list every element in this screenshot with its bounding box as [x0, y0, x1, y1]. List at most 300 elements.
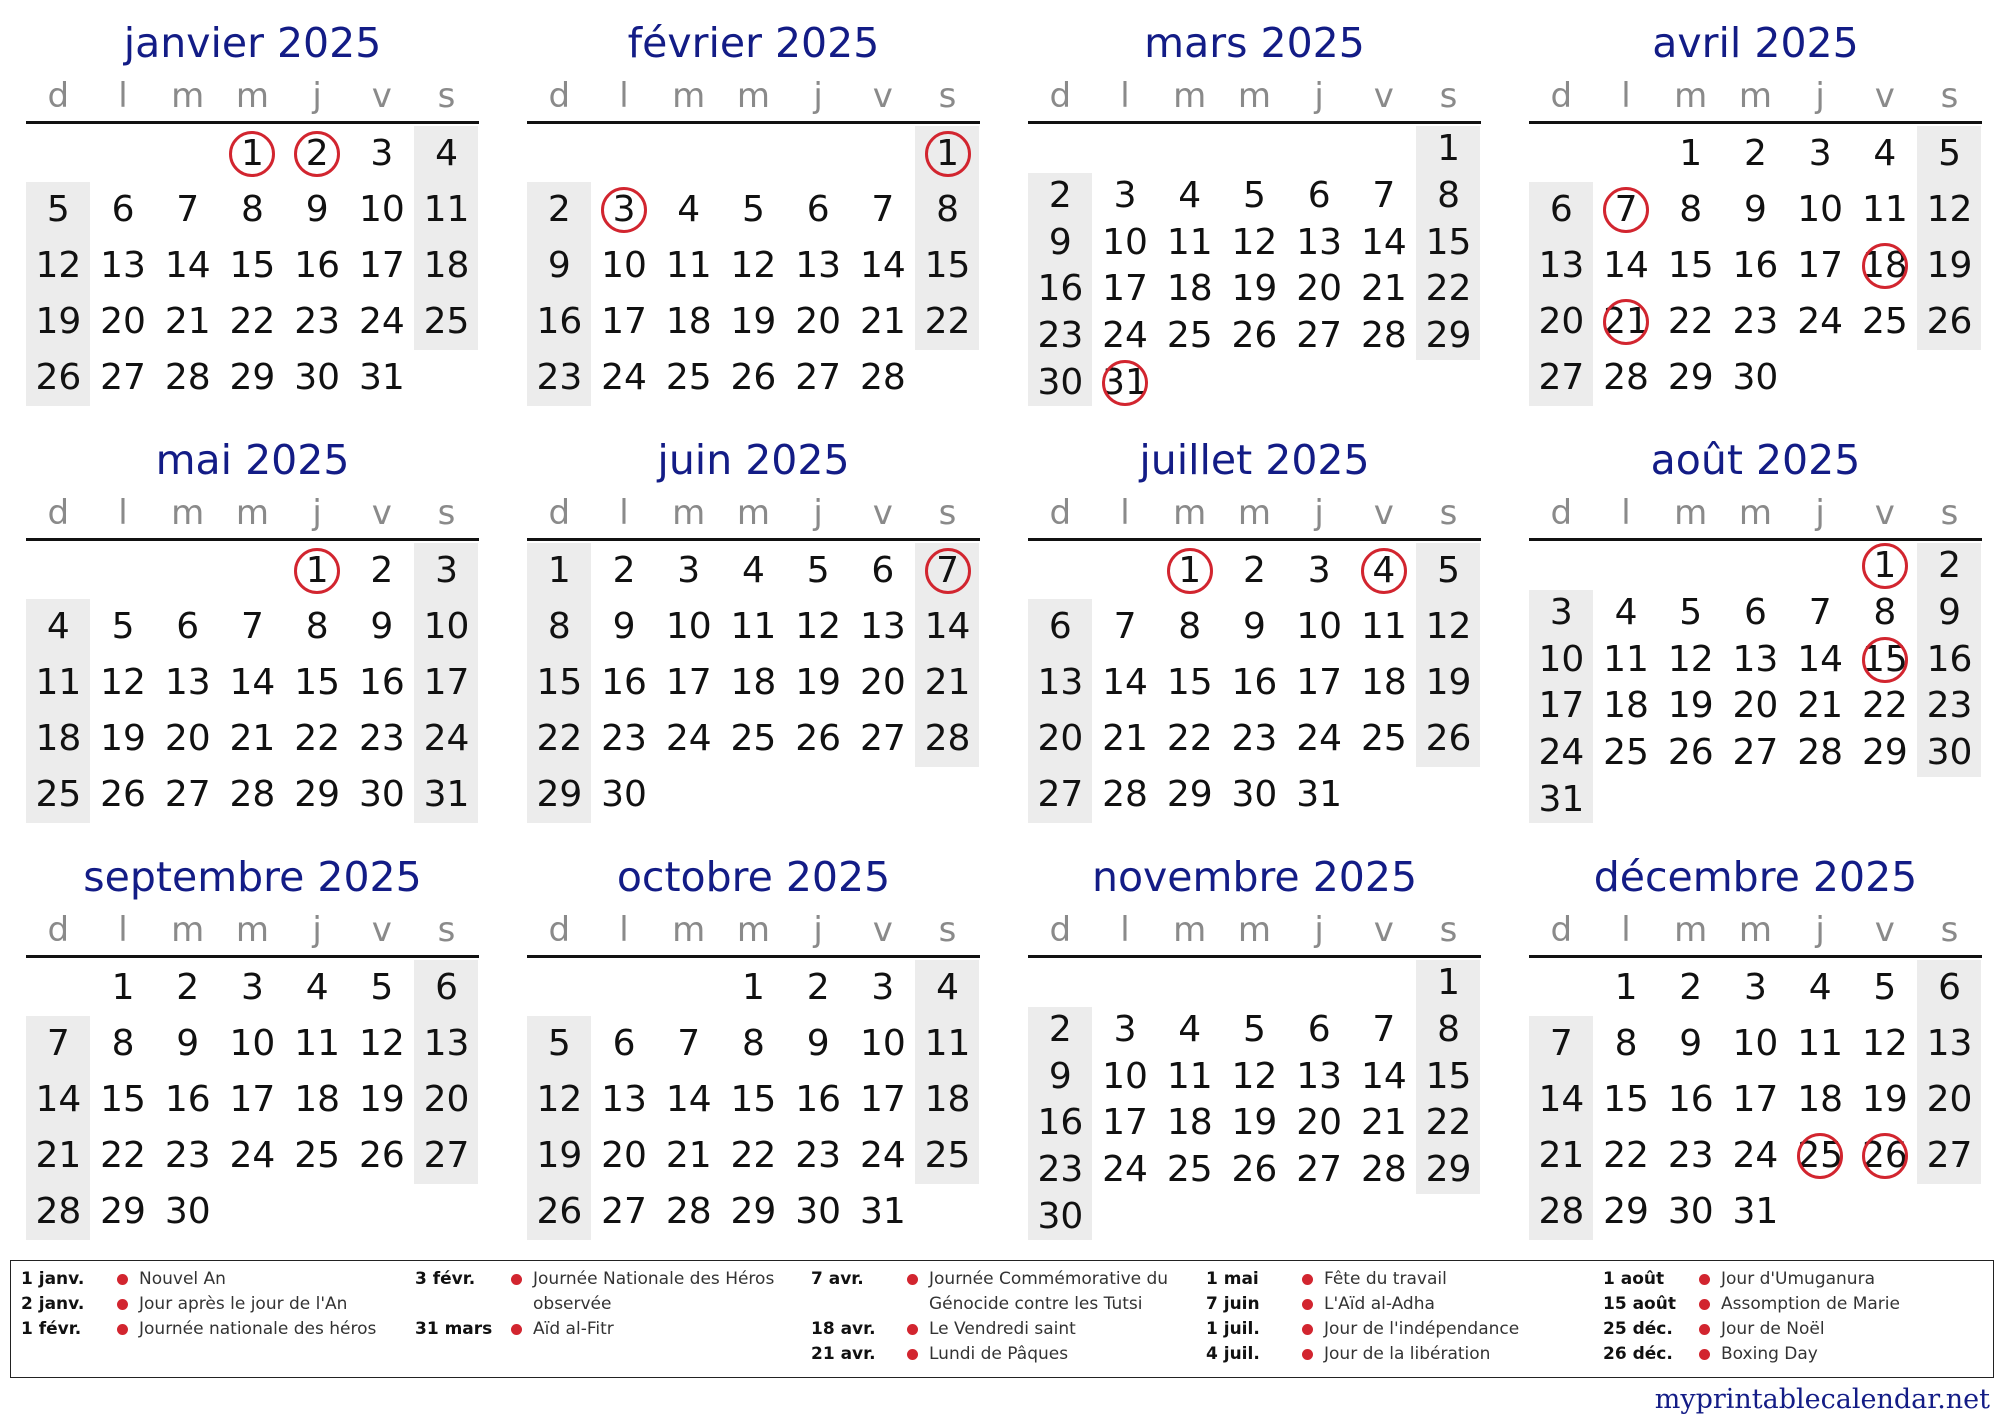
day-cell[interactable]: 13: [1732, 638, 1779, 680]
day-cell[interactable]: 26: [1861, 1135, 1908, 1176]
day-cell[interactable]: 7: [176, 189, 200, 230]
day-cell[interactable]: 23: [294, 301, 341, 342]
day-cell[interactable]: 11: [1603, 638, 1649, 680]
day-cell[interactable]: 6: [1938, 967, 1961, 1008]
day-cell[interactable]: 23: [358, 718, 405, 759]
day-cell[interactable]: 19: [1231, 268, 1278, 310]
day-cell[interactable]: 16: [1732, 245, 1779, 286]
day-cell[interactable]: 27: [164, 774, 211, 815]
day-cell[interactable]: 15: [294, 662, 341, 703]
day-cell[interactable]: 9: [305, 189, 329, 230]
day-cell[interactable]: 31: [1102, 361, 1148, 403]
site-credit[interactable]: myprintablecalendar.net: [1654, 1384, 1990, 1415]
day-cell[interactable]: 13: [1037, 662, 1084, 703]
day-cell[interactable]: 12: [795, 606, 842, 647]
day-cell[interactable]: 19: [536, 1135, 583, 1176]
day-cell[interactable]: 30: [294, 357, 341, 398]
day-cell[interactable]: 27: [100, 357, 146, 398]
day-cell[interactable]: 14: [1797, 638, 1844, 680]
day-cell[interactable]: 19: [35, 301, 82, 342]
day-cell[interactable]: 27: [1296, 1149, 1343, 1191]
day-cell[interactable]: 7: [1372, 175, 1396, 217]
day-cell[interactable]: 16: [601, 662, 647, 703]
day-cell[interactable]: 23: [1231, 718, 1278, 759]
day-cell[interactable]: 22: [924, 301, 971, 342]
day-cell[interactable]: 11: [1360, 606, 1407, 647]
day-cell[interactable]: 20: [423, 1079, 470, 1120]
day-cell[interactable]: 10: [601, 245, 647, 286]
day-cell[interactable]: 16: [1037, 1102, 1084, 1144]
day-cell[interactable]: 9: [176, 1023, 200, 1064]
day-cell[interactable]: 16: [795, 1079, 842, 1120]
day-cell[interactable]: 29: [1667, 357, 1714, 398]
day-cell[interactable]: 16: [164, 1079, 211, 1120]
day-cell[interactable]: 8: [547, 606, 571, 647]
day-cell[interactable]: 4: [1372, 550, 1396, 591]
day-cell[interactable]: 19: [795, 662, 842, 703]
day-cell[interactable]: 30: [1231, 774, 1278, 815]
day-cell[interactable]: 31: [859, 1191, 906, 1232]
day-cell[interactable]: 14: [665, 1079, 712, 1120]
day-cell[interactable]: 5: [741, 189, 765, 230]
day-cell[interactable]: 15: [1861, 638, 1908, 680]
day-cell[interactable]: 14: [1360, 221, 1407, 263]
day-cell[interactable]: 1: [741, 967, 765, 1008]
day-cell[interactable]: 7: [936, 550, 959, 591]
day-cell[interactable]: 19: [730, 301, 777, 342]
day-cell[interactable]: 6: [1743, 592, 1767, 634]
day-cell[interactable]: 22: [1425, 268, 1472, 310]
day-cell[interactable]: 27: [423, 1135, 470, 1176]
day-cell[interactable]: 26: [795, 718, 842, 759]
day-cell[interactable]: 30: [358, 774, 405, 815]
day-cell[interactable]: 14: [1603, 245, 1649, 286]
day-cell[interactable]: 2: [176, 967, 200, 1008]
day-cell[interactable]: 14: [1102, 662, 1148, 703]
day-cell[interactable]: 6: [612, 1023, 636, 1064]
day-cell[interactable]: 10: [358, 189, 405, 230]
day-cell[interactable]: 26: [1926, 301, 1973, 342]
day-cell[interactable]: 8: [1679, 189, 1703, 230]
day-cell[interactable]: 1: [1437, 128, 1460, 170]
day-cell[interactable]: 11: [35, 662, 82, 703]
day-cell[interactable]: 25: [1603, 732, 1649, 774]
day-cell[interactable]: 24: [1296, 718, 1343, 759]
day-cell[interactable]: 20: [859, 662, 906, 703]
day-cell[interactable]: 15: [730, 1079, 777, 1120]
day-cell[interactable]: 28: [859, 357, 906, 398]
day-cell[interactable]: 13: [1296, 1055, 1343, 1097]
day-cell[interactable]: 12: [100, 662, 146, 703]
day-cell[interactable]: 24: [1797, 301, 1844, 342]
day-cell[interactable]: 2: [806, 967, 830, 1008]
day-cell[interactable]: 24: [1102, 315, 1148, 357]
day-cell[interactable]: 12: [1231, 221, 1278, 263]
day-cell[interactable]: 21: [1797, 685, 1844, 727]
day-cell[interactable]: 9: [1679, 1023, 1703, 1064]
day-cell[interactable]: 9: [547, 245, 571, 286]
day-cell[interactable]: 26: [1231, 1149, 1278, 1191]
day-cell[interactable]: 2: [1679, 967, 1703, 1008]
day-cell[interactable]: 24: [229, 1135, 276, 1176]
day-cell[interactable]: 3: [370, 133, 394, 174]
day-cell[interactable]: 26: [100, 774, 146, 815]
day-cell[interactable]: 18: [730, 662, 777, 703]
day-cell[interactable]: 25: [1166, 1149, 1213, 1191]
day-cell[interactable]: 2: [1242, 550, 1266, 591]
day-cell[interactable]: 21: [924, 662, 971, 703]
day-cell[interactable]: 26: [730, 357, 777, 398]
day-cell[interactable]: 28: [164, 357, 211, 398]
day-cell[interactable]: 12: [1231, 1055, 1278, 1097]
day-cell[interactable]: 10: [423, 606, 470, 647]
day-cell[interactable]: 1: [1873, 545, 1897, 587]
day-cell[interactable]: 13: [601, 1079, 647, 1120]
day-cell[interactable]: 17: [1797, 245, 1844, 286]
day-cell[interactable]: 3: [1113, 1009, 1137, 1051]
day-cell[interactable]: 29: [294, 774, 341, 815]
day-cell[interactable]: 18: [1360, 662, 1407, 703]
day-cell[interactable]: 20: [1296, 1102, 1343, 1144]
day-cell[interactable]: 7: [677, 1023, 701, 1064]
day-cell[interactable]: 8: [1178, 606, 1202, 647]
day-cell[interactable]: 25: [1360, 718, 1407, 759]
day-cell[interactable]: 22: [730, 1135, 777, 1176]
day-cell[interactable]: 11: [1861, 189, 1908, 230]
day-cell[interactable]: 11: [730, 606, 777, 647]
day-cell[interactable]: 22: [1425, 1102, 1472, 1144]
day-cell[interactable]: 19: [358, 1079, 405, 1120]
day-cell[interactable]: 19: [1926, 245, 1973, 286]
day-cell[interactable]: 8: [741, 1023, 765, 1064]
day-cell[interactable]: 21: [859, 301, 906, 342]
day-cell[interactable]: 18: [1166, 268, 1213, 310]
day-cell[interactable]: 22: [294, 718, 341, 759]
day-cell[interactable]: 6: [806, 189, 830, 230]
day-cell[interactable]: 4: [46, 606, 70, 647]
day-cell[interactable]: 16: [1231, 662, 1278, 703]
day-cell[interactable]: 28: [1538, 1191, 1585, 1232]
day-cell[interactable]: 8: [1437, 1009, 1460, 1051]
day-cell[interactable]: 4: [1873, 133, 1897, 174]
day-cell[interactable]: 25: [665, 357, 712, 398]
day-cell[interactable]: 16: [1037, 268, 1084, 310]
day-cell[interactable]: 12: [35, 245, 82, 286]
day-cell[interactable]: 17: [665, 662, 712, 703]
day-cell[interactable]: 20: [164, 718, 211, 759]
day-cell[interactable]: 6: [1307, 175, 1331, 217]
day-cell[interactable]: 9: [1938, 592, 1961, 634]
day-cell[interactable]: 2: [305, 133, 329, 174]
day-cell[interactable]: 18: [1603, 685, 1649, 727]
day-cell[interactable]: 9: [1242, 606, 1266, 647]
day-cell[interactable]: 19: [1231, 1102, 1278, 1144]
day-cell[interactable]: 13: [423, 1023, 470, 1064]
day-cell[interactable]: 27: [1926, 1135, 1973, 1176]
day-cell[interactable]: 15: [1425, 221, 1472, 263]
day-cell[interactable]: 3: [1549, 592, 1573, 634]
day-cell[interactable]: 10: [1102, 221, 1148, 263]
day-cell[interactable]: 7: [46, 1023, 70, 1064]
day-cell[interactable]: 16: [1667, 1079, 1714, 1120]
day-cell[interactable]: 8: [1873, 592, 1897, 634]
day-cell[interactable]: 17: [358, 245, 405, 286]
day-cell[interactable]: 22: [1166, 718, 1213, 759]
day-cell[interactable]: 25: [294, 1135, 341, 1176]
day-cell[interactable]: 28: [1360, 315, 1407, 357]
day-cell[interactable]: 20: [1732, 685, 1779, 727]
day-cell[interactable]: 15: [536, 662, 583, 703]
day-cell[interactable]: 18: [665, 301, 712, 342]
day-cell[interactable]: 29: [1425, 315, 1472, 357]
day-cell[interactable]: 27: [859, 718, 906, 759]
day-cell[interactable]: 29: [1166, 774, 1213, 815]
day-cell[interactable]: 29: [100, 1191, 146, 1232]
day-cell[interactable]: 31: [358, 357, 405, 398]
day-cell[interactable]: 29: [730, 1191, 777, 1232]
day-cell[interactable]: 21: [1603, 301, 1649, 342]
day-cell[interactable]: 27: [601, 1191, 647, 1232]
day-cell[interactable]: 1: [547, 550, 571, 591]
day-cell[interactable]: 12: [1861, 1023, 1908, 1064]
day-cell[interactable]: 26: [1231, 315, 1278, 357]
day-cell[interactable]: 29: [1425, 1149, 1472, 1191]
day-cell[interactable]: 1: [1679, 133, 1703, 174]
day-cell[interactable]: 8: [1437, 175, 1460, 217]
day-cell[interactable]: 22: [100, 1135, 146, 1176]
day-cell[interactable]: 31: [1732, 1191, 1779, 1232]
day-cell[interactable]: 25: [730, 718, 777, 759]
day-cell[interactable]: 4: [1178, 1009, 1202, 1051]
day-cell[interactable]: 7: [1372, 1009, 1396, 1051]
day-cell[interactable]: 5: [370, 967, 394, 1008]
day-cell[interactable]: 3: [1307, 550, 1331, 591]
day-cell[interactable]: 21: [229, 718, 276, 759]
day-cell[interactable]: 11: [924, 1023, 971, 1064]
day-cell[interactable]: 14: [35, 1079, 82, 1120]
day-cell[interactable]: 28: [665, 1191, 712, 1232]
day-cell[interactable]: 19: [1667, 685, 1714, 727]
day-cell[interactable]: 23: [1926, 685, 1973, 727]
day-cell[interactable]: 3: [612, 189, 636, 230]
day-cell[interactable]: 28: [229, 774, 276, 815]
day-cell[interactable]: 21: [1360, 268, 1407, 310]
day-cell[interactable]: 9: [1048, 221, 1072, 263]
day-cell[interactable]: 22: [1603, 1135, 1649, 1176]
day-cell[interactable]: 1: [240, 133, 264, 174]
day-cell[interactable]: 12: [1926, 189, 1973, 230]
day-cell[interactable]: 17: [1296, 662, 1343, 703]
day-cell[interactable]: 30: [1037, 1195, 1084, 1237]
day-cell[interactable]: 28: [1603, 357, 1649, 398]
day-cell[interactable]: 26: [358, 1135, 405, 1176]
day-cell[interactable]: 6: [1549, 189, 1573, 230]
day-cell[interactable]: 2: [1743, 133, 1767, 174]
day-cell[interactable]: 18: [924, 1079, 971, 1120]
day-cell[interactable]: 18: [294, 1079, 341, 1120]
day-cell[interactable]: 13: [164, 662, 211, 703]
day-cell[interactable]: 23: [601, 718, 647, 759]
day-cell[interactable]: 18: [1861, 245, 1908, 286]
day-cell[interactable]: 21: [35, 1135, 82, 1176]
day-cell[interactable]: 7: [240, 606, 264, 647]
day-cell[interactable]: 11: [665, 245, 712, 286]
day-cell[interactable]: 25: [423, 301, 470, 342]
day-cell[interactable]: 13: [795, 245, 842, 286]
day-cell[interactable]: 16: [1926, 638, 1973, 680]
day-cell[interactable]: 5: [1242, 175, 1266, 217]
day-cell[interactable]: 12: [536, 1079, 583, 1120]
day-cell[interactable]: 15: [924, 245, 971, 286]
day-cell[interactable]: 27: [1037, 774, 1084, 815]
day-cell[interactable]: 10: [1102, 1055, 1148, 1097]
day-cell[interactable]: 11: [1797, 1023, 1844, 1064]
day-cell[interactable]: 28: [924, 718, 971, 759]
day-cell[interactable]: 17: [229, 1079, 276, 1120]
day-cell[interactable]: 1: [305, 550, 329, 591]
day-cell[interactable]: 5: [46, 189, 70, 230]
day-cell[interactable]: 22: [229, 301, 276, 342]
day-cell[interactable]: 2: [1048, 175, 1072, 217]
day-cell[interactable]: 27: [795, 357, 842, 398]
day-cell[interactable]: 23: [1667, 1135, 1714, 1176]
day-cell[interactable]: 21: [1360, 1102, 1407, 1144]
day-cell[interactable]: 30: [795, 1191, 842, 1232]
day-cell[interactable]: 14: [859, 245, 906, 286]
day-cell[interactable]: 6: [176, 606, 200, 647]
day-cell[interactable]: 28: [1360, 1149, 1407, 1191]
day-cell[interactable]: 4: [936, 967, 959, 1008]
day-cell[interactable]: 5: [1679, 592, 1703, 634]
day-cell[interactable]: 6: [1048, 606, 1072, 647]
day-cell[interactable]: 31: [1296, 774, 1343, 815]
day-cell[interactable]: 25: [1861, 301, 1908, 342]
day-cell[interactable]: 10: [229, 1023, 276, 1064]
day-cell[interactable]: 23: [1037, 315, 1084, 357]
day-cell[interactable]: 31: [423, 774, 470, 815]
day-cell[interactable]: 7: [1113, 606, 1137, 647]
day-cell[interactable]: 25: [35, 774, 82, 815]
day-cell[interactable]: 8: [936, 189, 959, 230]
day-cell[interactable]: 28: [1797, 732, 1844, 774]
day-cell[interactable]: 1: [1437, 962, 1460, 1004]
day-cell[interactable]: 30: [1732, 357, 1779, 398]
day-cell[interactable]: 23: [795, 1135, 842, 1176]
day-cell[interactable]: 10: [1538, 638, 1585, 680]
day-cell[interactable]: 2: [1048, 1009, 1072, 1051]
day-cell[interactable]: 30: [1926, 732, 1973, 774]
day-cell[interactable]: 24: [423, 718, 470, 759]
day-cell[interactable]: 25: [1166, 315, 1213, 357]
day-cell[interactable]: 11: [1166, 221, 1213, 263]
day-cell[interactable]: 7: [1614, 189, 1638, 230]
day-cell[interactable]: 1: [111, 967, 135, 1008]
day-cell[interactable]: 12: [1425, 606, 1472, 647]
day-cell[interactable]: 19: [1861, 1079, 1908, 1120]
day-cell[interactable]: 3: [1113, 175, 1137, 217]
day-cell[interactable]: 13: [100, 245, 146, 286]
day-cell[interactable]: 7: [1549, 1023, 1573, 1064]
day-cell[interactable]: 15: [100, 1079, 146, 1120]
day-cell[interactable]: 7: [1808, 592, 1832, 634]
day-cell[interactable]: 18: [423, 245, 470, 286]
day-cell[interactable]: 3: [240, 967, 264, 1008]
day-cell[interactable]: 25: [1797, 1135, 1844, 1176]
day-cell[interactable]: 2: [370, 550, 394, 591]
day-cell[interactable]: 15: [1166, 662, 1213, 703]
day-cell[interactable]: 22: [1667, 301, 1714, 342]
day-cell[interactable]: 5: [1242, 1009, 1266, 1051]
day-cell[interactable]: 4: [677, 189, 701, 230]
day-cell[interactable]: 19: [100, 718, 146, 759]
day-cell[interactable]: 17: [601, 301, 647, 342]
day-cell[interactable]: 17: [1102, 268, 1148, 310]
day-cell[interactable]: 20: [100, 301, 146, 342]
day-cell[interactable]: 8: [305, 606, 329, 647]
day-cell[interactable]: 9: [1048, 1055, 1072, 1097]
day-cell[interactable]: 17: [1102, 1102, 1148, 1144]
day-cell[interactable]: 8: [240, 189, 264, 230]
day-cell[interactable]: 6: [1307, 1009, 1331, 1051]
day-cell[interactable]: 20: [795, 301, 842, 342]
day-cell[interactable]: 15: [1425, 1055, 1472, 1097]
day-cell[interactable]: 24: [358, 301, 405, 342]
day-cell[interactable]: 17: [859, 1079, 906, 1120]
day-cell[interactable]: 22: [1861, 685, 1908, 727]
day-cell[interactable]: 14: [1538, 1079, 1585, 1120]
day-cell[interactable]: 12: [730, 245, 777, 286]
day-cell[interactable]: 22: [536, 718, 583, 759]
day-cell[interactable]: 7: [871, 189, 895, 230]
day-cell[interactable]: 2: [547, 189, 571, 230]
day-cell[interactable]: 13: [1926, 1023, 1973, 1064]
day-cell[interactable]: 1: [1614, 967, 1638, 1008]
day-cell[interactable]: 8: [1614, 1023, 1638, 1064]
day-cell[interactable]: 9: [612, 606, 636, 647]
day-cell[interactable]: 15: [229, 245, 276, 286]
day-cell[interactable]: 28: [35, 1191, 82, 1232]
day-cell[interactable]: 31: [1538, 778, 1585, 820]
day-cell[interactable]: 18: [1797, 1079, 1844, 1120]
day-cell[interactable]: 27: [1732, 732, 1779, 774]
day-cell[interactable]: 26: [1667, 732, 1714, 774]
day-cell[interactable]: 23: [1732, 301, 1779, 342]
day-cell[interactable]: 30: [1037, 361, 1084, 403]
day-cell[interactable]: 30: [164, 1191, 211, 1232]
day-cell[interactable]: 16: [294, 245, 341, 286]
day-cell[interactable]: 4: [1178, 175, 1202, 217]
day-cell[interactable]: 2: [1938, 545, 1961, 587]
day-cell[interactable]: 29: [536, 774, 583, 815]
day-cell[interactable]: 3: [871, 967, 895, 1008]
day-cell[interactable]: 17: [1538, 685, 1585, 727]
day-cell[interactable]: 24: [601, 357, 647, 398]
day-cell[interactable]: 24: [1732, 1135, 1779, 1176]
day-cell[interactable]: 27: [1538, 357, 1585, 398]
day-cell[interactable]: 3: [677, 550, 701, 591]
day-cell[interactable]: 19: [1425, 662, 1472, 703]
day-cell[interactable]: 6: [871, 550, 895, 591]
day-cell[interactable]: 13: [1296, 221, 1343, 263]
day-cell[interactable]: 5: [1938, 133, 1961, 174]
day-cell[interactable]: 11: [1166, 1055, 1213, 1097]
day-cell[interactable]: 3: [1808, 133, 1832, 174]
day-cell[interactable]: 5: [1437, 550, 1460, 591]
day-cell[interactable]: 11: [423, 189, 470, 230]
day-cell[interactable]: 13: [1538, 245, 1585, 286]
day-cell[interactable]: 14: [924, 606, 971, 647]
day-cell[interactable]: 20: [1926, 1079, 1973, 1120]
